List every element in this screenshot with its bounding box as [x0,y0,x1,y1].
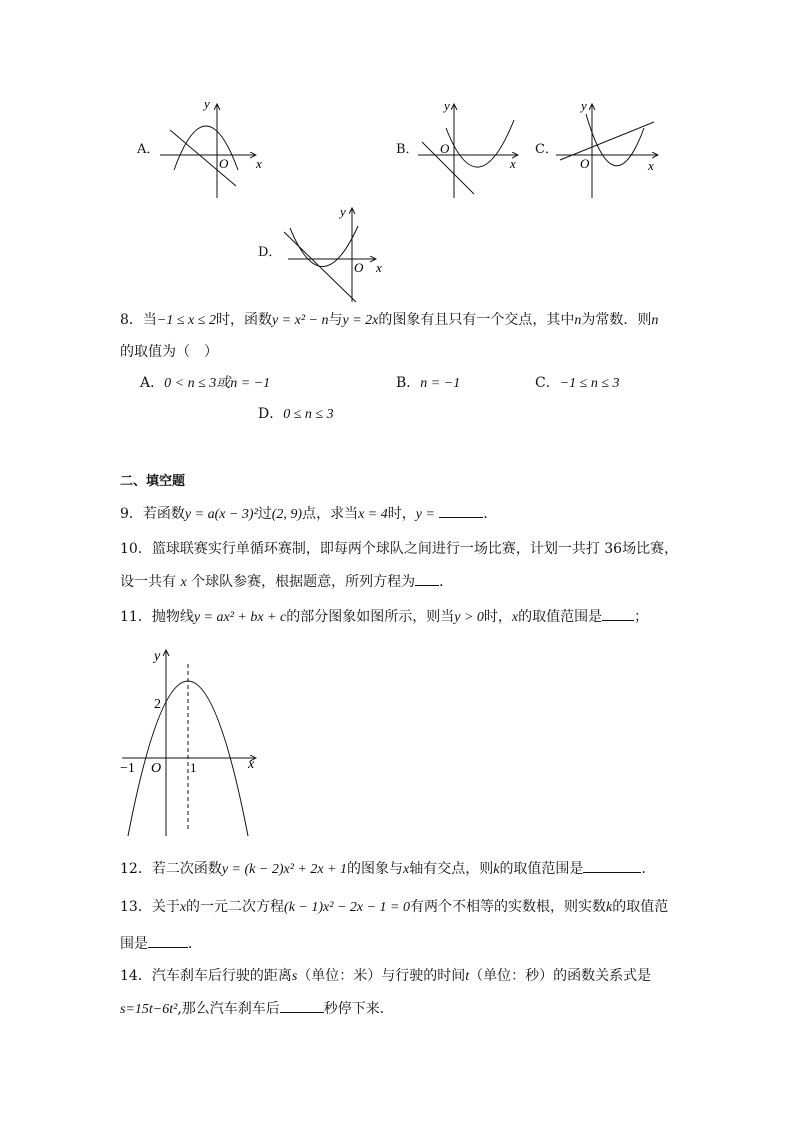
x-label: x [376,260,382,275]
q8-option-c-text: −1 ≤ n ≤ 3 [559,376,620,391]
q8-text: 为常数．则 [581,312,652,328]
option-b-graph [418,98,528,200]
q10-text: 篮球联赛实行单循环赛制，即每两个球队之间进行一场比赛，计划一共打 36场比赛， [151,541,679,557]
q14-t: t [465,969,470,984]
q9-end: ． [483,506,498,522]
q9-point: (2, 9) [271,507,303,522]
q12-text: 轴有交点，则 [409,861,494,877]
q14-formula: s=15t−6t² [120,1002,178,1017]
q10-x: x [180,575,187,590]
q9-text: 过 [257,506,272,522]
q10-text: 设一共有 [120,574,176,590]
origin-label: O [219,156,229,171]
line [284,232,356,302]
section-heading: 二、填空题 [120,474,186,489]
q9-condition: x = 4 [358,507,388,522]
q9-text: 时， [387,506,416,522]
q8-option-b [396,373,460,394]
origin-label: O [440,141,450,156]
q8-option-c [535,373,620,394]
q13-text: 有两个不相等的实数根，则实数 [410,899,606,915]
q14-text: （单位：秒）的函数关系式是 [469,968,652,984]
q8-text: 的图象有且只有一个交点，其中 [378,312,575,328]
q8-option-d-label: D． [258,406,284,422]
q9-answer-blank[interactable] [439,503,483,518]
q14-text: （单位：米）与行驶的时间 [297,968,466,984]
x-label: x [648,158,654,173]
q11-function: y = ax² + bx + c [193,610,287,625]
line [560,122,654,160]
parabola [446,120,514,167]
y-label: y [340,204,346,219]
y-label: y [581,98,587,113]
y-label: y [444,98,450,113]
q10-number: 10． [120,541,152,557]
option-c-label: C． [535,142,558,157]
q14-answer-blank[interactable] [280,998,324,1013]
parabola [586,114,644,166]
origin-label: O [151,761,162,776]
q8-var: n [651,313,659,328]
q8-function-1: y = x² − n [271,313,329,328]
q8-option-c-label: C． [535,375,560,391]
option-b-label: B． [396,142,419,157]
q11-end: ； [634,609,649,625]
q12-x: x [403,862,410,877]
q8-condition: −1 ≤ x ≤ 2 [156,313,216,328]
q11-graph [116,644,266,840]
q13-equation: (k − 1)x² − 2x − 1 = 0 [284,900,410,915]
q8-option-a-label: A． [140,375,165,391]
q8-option-d [258,404,334,425]
option-c-graph [556,98,666,200]
parabola [174,126,238,170]
q8-text: 时，函数 [215,312,272,328]
tick-label-neg: −1 [120,761,135,776]
q14-s: s [291,969,298,984]
q13-x: x [179,900,187,915]
q13-k: k [606,900,613,915]
q13-line2 [120,933,202,954]
q13-text: 围是 [120,936,148,952]
q11-text: 的取值范围是 [518,609,603,625]
q8-number: 8． [120,312,143,328]
q13-number: 13． [120,899,152,915]
option-a-label: A． [137,142,160,157]
q11-text: 抛物线 [151,609,194,625]
q13-text: 的一元二次方程 [186,899,285,915]
q10-line2 [120,571,453,593]
q9-y: y = [415,507,435,522]
q10-text: 个球队参赛，根据题意，所列方程为 [191,574,416,590]
q12-end: ． [641,861,656,877]
x-label: x [510,156,516,171]
q8-option-b-label: B． [396,375,421,391]
tick-label-one: 1 [190,760,197,775]
q10-end: ． [439,574,454,590]
q13-text: 关于 [151,899,180,915]
q14-text: ,那么汽车刹车后 [177,1001,280,1017]
q8-line1 [120,310,658,331]
q8-line2: 的取值为（ ） [120,344,218,360]
q14-number: 14． [120,968,152,984]
q10-answer-blank[interactable] [415,571,439,586]
q12-line [120,858,655,880]
q11-text: 的部分图象如图所示，则当 [286,609,455,625]
parabola [290,226,358,267]
q8-option-b-text: n = −1 [420,376,461,391]
option-d-label: D． [258,245,282,260]
q12-k: k [493,862,500,877]
q9-number: 9． [120,506,143,522]
q11-condition: y > 0 [454,610,484,625]
q8-var: n [574,313,582,328]
q8-option-a-text: 0 < n ≤ 3或n = −1 [164,376,271,391]
q13-end: ． [188,936,202,952]
q8-function-2: y = 2x [342,313,379,328]
q11-text: 时， [483,609,512,625]
q12-number: 12． [120,861,152,877]
tick-label-y: 2 [154,697,161,712]
q14-line2 [120,998,394,1020]
q11-number: 11． [120,609,152,625]
q13-line1 [120,897,668,918]
q10-line1 [120,539,678,559]
x-label: x [256,156,262,171]
q12-text: 若二次函数 [151,861,222,877]
q8-option-a [140,373,270,394]
x-label: x [248,757,255,772]
option-a-graph [160,98,270,200]
option-d-graph [280,202,390,304]
q13-text: 的取值范 [612,899,669,915]
y-label: y [154,649,161,664]
q11-x: x [511,610,519,625]
q9-line [120,503,497,525]
q12-answer-blank[interactable] [583,858,641,873]
q11-line [120,606,648,628]
q8-option-d-text: 0 ≤ n ≤ 3 [283,407,334,422]
q14-line1 [120,966,651,987]
q14-text: 秒停下来． [323,1001,394,1017]
q12-text: 的图象与 [347,861,403,877]
q9-text: 若函数 [142,506,185,522]
q8-text: 当 [142,312,157,328]
q9-function: y = a(x − 3)² [184,507,258,522]
y-label: y [204,98,210,111]
q11-answer-blank[interactable] [602,606,634,621]
q12-text: 的取值范围是 [499,861,584,877]
q13-answer-blank[interactable] [148,933,188,948]
q9-text: 点，求当 [302,506,359,522]
q12-function: y = (k − 2)x² + 2x + 1 [221,862,347,877]
origin-label: O [580,156,590,171]
q14-text: 汽车刹车后行驶的距离 [151,968,292,984]
origin-label: O [354,260,364,275]
q8-text: 与 [328,312,343,328]
